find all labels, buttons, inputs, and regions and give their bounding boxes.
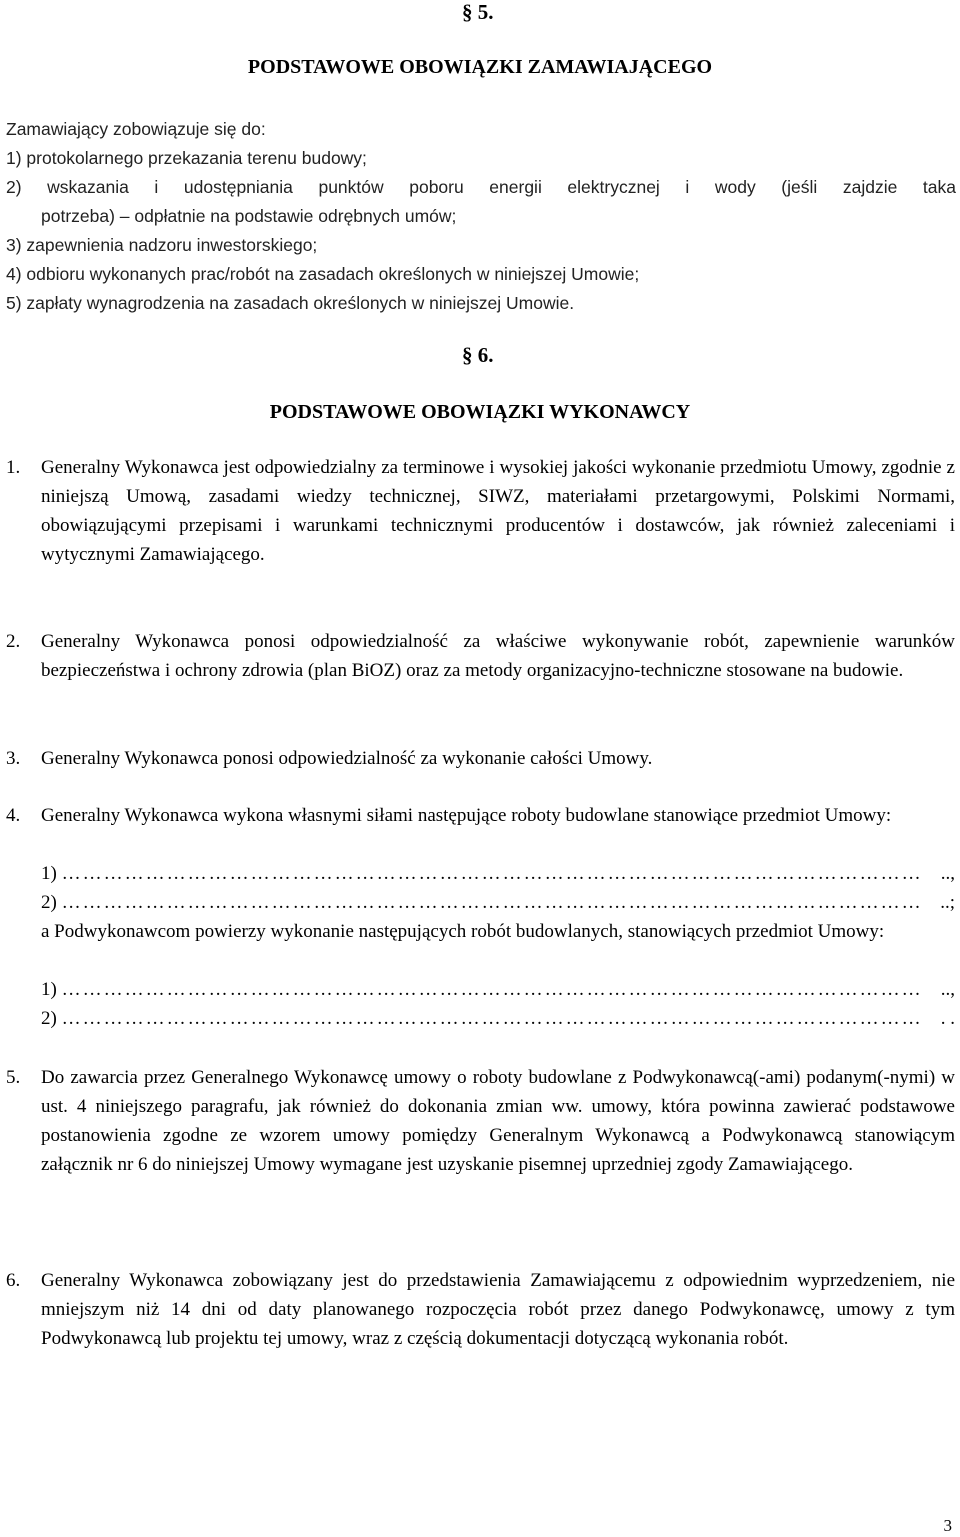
p4-list2-item-1-dots: …………………………………………………………………………………………………………… xyxy=(61,979,923,1000)
p4-list1-item-2 xyxy=(41,888,955,917)
p4-list1-item-1 xyxy=(41,859,955,888)
section-5-item-2-cont: potrzeba) – odpłatnie na podstawie odrębnych umów; xyxy=(41,206,457,226)
p4-list2-item-1-end: .., xyxy=(939,975,955,1004)
section-5-item-4: 4) odbioru wykonanych prac/robót na zasadach określonych w niniejszej Umowie; xyxy=(6,264,640,284)
p5-text: Do zawarcia przez Generalnego Wykonawcę umowy o roboty budowlane z Podwykonawcą(-ami) podanym(-nymi) w ust. 4 niniejszego paragrafu, jak również do dokonania zmian ww. umowy, która powinna zawierać podstawowe postanowienia zgodne ze wzorem umowy pomiędzy Generalnym Wykonawcą a Podwykonawcą stanowiącym załącznik nr 6 do niniejszej Umowy wymagane jest uzyskanie pisemnej uprzedniej zgody Zamawiającego. xyxy=(41,1067,955,1175)
p4-list1-item-1-end: .., xyxy=(939,859,955,888)
p4-list1-item-1-dots: …………………………………………………………………………………………………………… xyxy=(61,863,923,884)
p2-number: 2. xyxy=(6,631,21,652)
section-5-mark: § 5. xyxy=(462,0,494,24)
section-5-title: PODSTAWOWE OBOWIĄZKI ZAMAWIAJĄCEGO xyxy=(247,56,713,78)
p4-list2-item-1 xyxy=(41,975,955,1004)
section-6-title: PODSTAWOWE OBOWIĄZKI WYKONAWCY xyxy=(269,401,691,423)
p4-list2-item-2-label: 2) xyxy=(41,1008,57,1029)
p4-list1-item-2-label: 2) xyxy=(41,892,57,913)
section-5-intro: Zamawiający zobowiązuje się do: xyxy=(6,119,266,139)
p1-text: Generalny Wykonawca jest odpowiedzialny za terminowe i wysokiej jakości wykonanie przedmiotu Umowy, zgodnie z niniejszą Umową, zasadami wiedzy technicznej, SIWZ, materiałami przetargowymi, Polskimi Normami, obowiązującymi przepisami i warunkami technicznymi producentów i dostawców, jak również zaleceniami i wytycznymi Zamawiającego. xyxy=(41,457,955,565)
p4a-text: Generalny Wykonawca wykona własnymi siłami następujące roboty budowlane stanowiące przedmiot Umowy: xyxy=(41,805,892,826)
p3-text: Generalny Wykonawca ponosi odpowiedzialność za wykonanie całości Umowy. xyxy=(41,748,653,769)
p6-number: 6. xyxy=(6,1270,21,1291)
p4-list2-item-2-dots: …………………………………………………………………………………………………………… xyxy=(61,1008,923,1029)
p4-list1-item-1-label: 1) xyxy=(41,863,57,884)
p4-list2-item-1-label: 1) xyxy=(41,979,57,1000)
p6-text: Generalny Wykonawca zobowiązany jest do przedstawienia Zamawiającemu z odpowiednim wyprzedzeniem, nie mniejszym niż 14 dni od daty planowanego rozpoczęcia robót przez danego Podwykonawcę, umowy z tym Podwykonawcą lub projektu tej umowy, wraz z częścią dokumentacji dotyczącą wykonania robót. xyxy=(41,1270,955,1349)
p2-text: Generalny Wykonawca ponosi odpowiedzialność za właściwe wykonywanie robót, zapewnienie warunków bezpieczeństwa i ochrony zdrowia (plan BiOZ) oraz za metody organizacyjno-techniczne stosowane na budowie. xyxy=(41,631,955,681)
section-5-item-5: 5) zapłaty wynagrodzenia na zasadach określonych w niniejszej Umowie. xyxy=(6,293,575,313)
p4-list1-item-2-dots: …………………………………………………………………………………………………………… xyxy=(61,892,923,913)
p3-number: 3. xyxy=(6,748,21,769)
p5-number: 5. xyxy=(6,1067,21,1088)
p4-list2-item-2 xyxy=(41,1004,955,1033)
p4b-text: a Podwykonawcom powierzy wykonanie następujących robót budowlanych, stanowiących przedmiot Umowy: xyxy=(41,921,885,942)
page-number: 3 xyxy=(943,1516,952,1535)
p4-number: 4. xyxy=(6,805,21,826)
section-5-item-1: 1) protokolarnego przekazania terenu budowy; xyxy=(6,148,367,168)
section-5-item-2: 2) wskazania i udostępniania punktów poboru energii elektrycznej i wody (jeśli zajdzie taka xyxy=(6,177,956,197)
p4-list1-item-2-end: ..; xyxy=(938,888,955,917)
section-6-mark: § 6. xyxy=(462,343,494,367)
p1-number: 1. xyxy=(6,457,21,478)
p4-list2-item-2-end: . . xyxy=(939,1004,955,1033)
section-5-item-3: 3) zapewnienia nadzoru inwestorskiego; xyxy=(6,235,318,255)
